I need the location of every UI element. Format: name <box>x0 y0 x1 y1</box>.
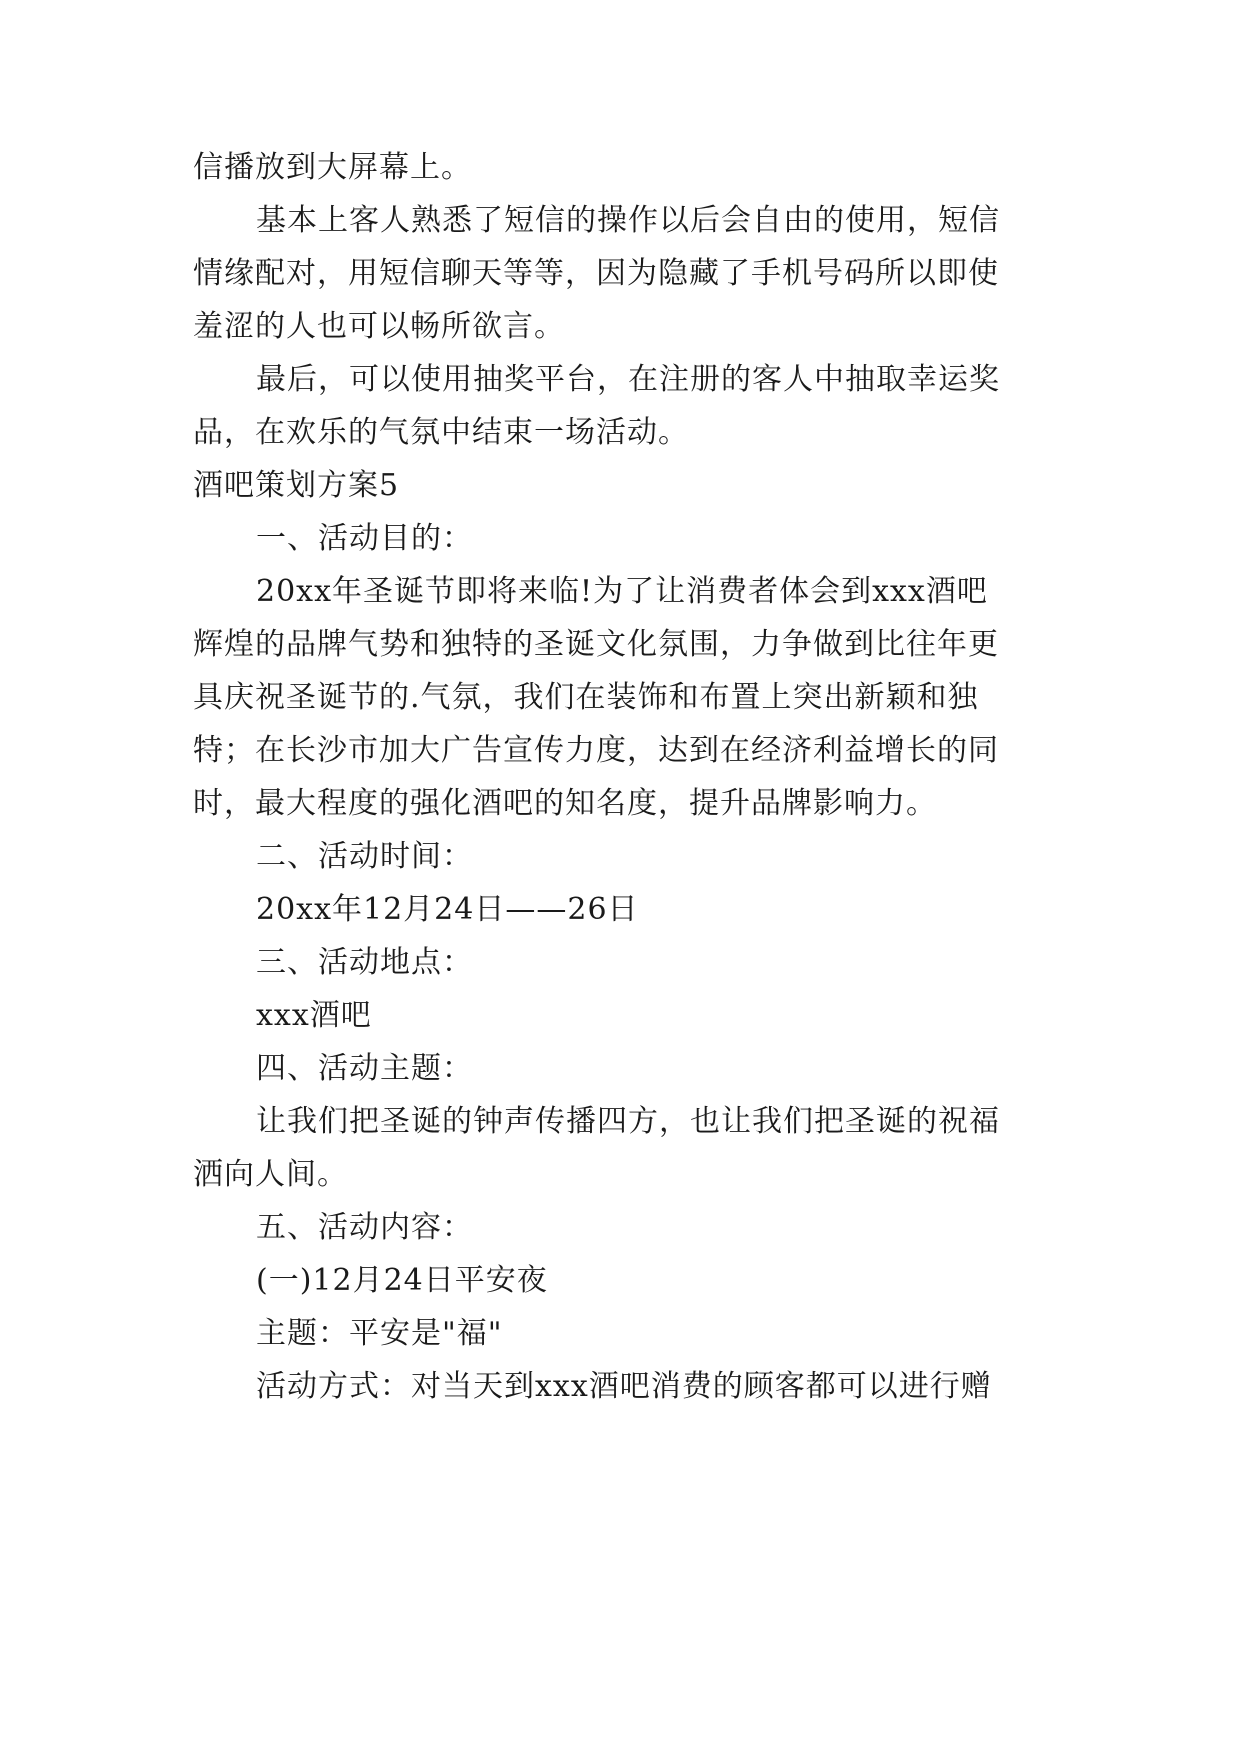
text-line: 辉煌的品牌气势和独特的圣诞文化氛围，力争做到比往年更 <box>193 627 999 662</box>
text-line: xxx酒吧 <box>256 998 372 1033</box>
text-line: 情缘配对，用短信聊天等等，因为隐藏了手机号码所以即使 <box>193 256 999 291</box>
text-line: 羞涩的人也可以畅所欲言。 <box>193 309 565 344</box>
text-line: 二、活动时间： <box>256 839 473 874</box>
text-line: 20xx年12月24日——26日 <box>256 892 639 927</box>
text-line: 四、活动主题： <box>256 1051 473 1086</box>
text-line: 一、活动目的： <box>256 521 473 556</box>
text-line: 洒向人间。 <box>193 1157 348 1192</box>
text-line: 五、活动内容： <box>256 1210 473 1245</box>
text-line: 时，最大程度的强化酒吧的知名度，提升品牌影响力。 <box>193 786 937 821</box>
section-heading: 酒吧策划方案5 <box>193 468 400 503</box>
text-line: 特；在长沙市加大广告宣传力度，达到在经济利益增长的同 <box>193 733 999 768</box>
text-line: 基本上客人熟悉了短信的操作以后会自由的使用，短信 <box>256 203 1000 238</box>
text-line: 让我们把圣诞的钟声传播四方，也让我们把圣诞的祝福 <box>256 1104 1000 1139</box>
text-line: 活动方式：对当天到xxx酒吧消费的顾客都可以进行赠 <box>256 1369 992 1404</box>
text-line: 20xx年圣诞节即将来临!为了让消费者体会到xxx酒吧 <box>256 574 988 609</box>
text-line: 品，在欢乐的气氛中结束一场活动。 <box>193 415 689 450</box>
text-line: 三、活动地点： <box>256 945 473 980</box>
text-line: 具庆祝圣诞节的.气氛，我们在装饰和布置上突出新颖和独 <box>193 680 979 715</box>
text-line: 最后，可以使用抽奖平台，在注册的客人中抽取幸运奖 <box>256 362 1000 397</box>
text-line: (一)12月24日平安夜 <box>256 1263 548 1298</box>
text-line: 信播放到大屏幕上。 <box>193 150 472 185</box>
text-line: 主题：平安是"福" <box>256 1316 503 1351</box>
